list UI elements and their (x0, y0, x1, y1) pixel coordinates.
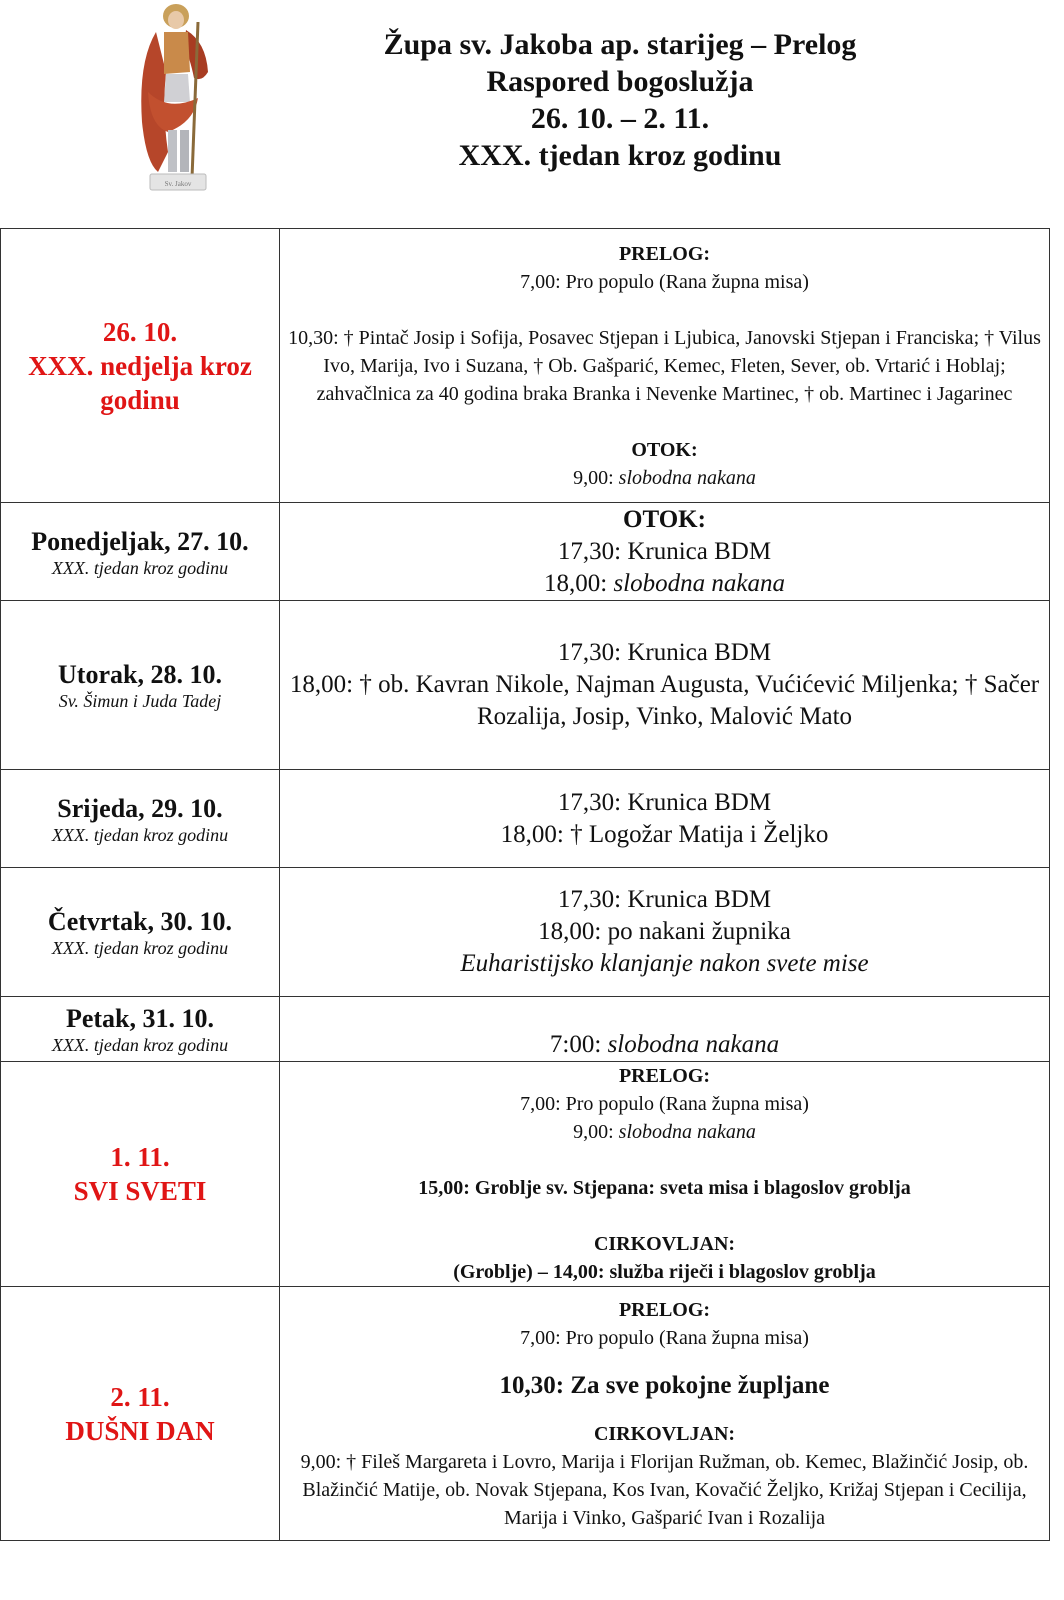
service-line (280, 1118, 1049, 1146)
table-row (1, 770, 1050, 868)
table-row (1, 601, 1050, 770)
day-date: 1. 11. (110, 1142, 170, 1172)
day-name: Ponedjeljak, 27. 10. (31, 526, 249, 556)
service-line: 7,00: Pro populo (Rana župna misa) (520, 1093, 809, 1115)
service-cell (280, 229, 1050, 503)
parish-title: Župa sv. Jakoba ap. starijeg – Prelog (383, 28, 857, 61)
day-name: Četvrtak, 30. 10. (47, 907, 233, 936)
service-line: 10,30: † Pintač Josip i Sofija, Posavec Stjepan i Ljubica, Janovski Stjepan i Franciska; † Vilus Ivo, Marija, Ivo i Suzana, † Ob. Gašparić, Kemec, Fleten, Sever, ob. Vrtarić i Hoblaj; zahvačlnica za 40 godina braka Branka i Nevenke Martinec, † ob. Martinec i Jagarinec (288, 326, 1041, 405)
location-heading: PRELOG: (618, 1298, 711, 1321)
service-line (280, 1029, 1049, 1061)
table-row (1, 1287, 1050, 1541)
service-time: 9,00: (573, 466, 614, 489)
service-cell (280, 997, 1050, 1062)
schedule-table (0, 228, 1050, 1541)
day-subtitle: Sv. Šimun i Juda Tadej (58, 691, 222, 711)
service-cell (280, 503, 1050, 601)
day-cell (1, 868, 280, 997)
service-line: 7,00: Pro populo (Rana župna misa) (520, 1326, 809, 1349)
location-heading: CIRKOVLJAN: (593, 1422, 736, 1445)
service-time: 7:00: (549, 1031, 602, 1058)
location-heading: CIRKOVLJAN: (593, 1233, 736, 1255)
service-intent: slobodna nakana (613, 569, 785, 597)
day-date: 26. 10. (102, 316, 178, 347)
service-line: 18,00: † ob. Kavran Nikole, Najman Augusta, Vućićević Miljenka; † Sačer Rozalija, Josip, Vinko, Malović Mato (289, 671, 1040, 730)
schedule-title: Raspored bogoslužja (486, 65, 754, 98)
service-line: 17,30: Krunica BDM (557, 537, 772, 565)
service-cell (280, 1287, 1050, 1541)
service-line: 10,30: Za sve pokojne župljane (499, 1371, 830, 1399)
table-row (1, 997, 1050, 1062)
day-subtitle: XXX. tjedan kroz godinu (51, 1035, 229, 1055)
service-cell (280, 601, 1050, 770)
week-title: XXX. tjedan kroz godinu (458, 139, 782, 172)
day-subtitle: XXX. tjedan kroz godinu (51, 824, 229, 845)
day-cell (1, 229, 280, 503)
service-line: 17,30: Krunica BDM (557, 886, 772, 913)
service-line: 7,00: Pro populo (Rana župna misa) (520, 270, 809, 293)
day-cell (1, 503, 280, 601)
service-cell (280, 1062, 1050, 1287)
location-heading: PRELOG: (618, 242, 711, 265)
location-heading: OTOK: (623, 505, 706, 533)
day-subtitle: XXX. tjedan kroz godinu (51, 557, 229, 578)
day-title: SVI SVETI (73, 1176, 207, 1206)
service-line (280, 464, 1049, 492)
day-name: Utorak, 28. 10. (58, 660, 222, 689)
statue-plaque-text: Sv. Jakov (164, 180, 192, 188)
service-line: 18,00: po nakani župnika (538, 918, 791, 945)
service-line: 17,30: Krunica BDM (557, 639, 772, 666)
service-line: Euharistijsko klanjanje nakon svete mise (460, 950, 869, 977)
day-cell (1, 601, 280, 770)
day-date: 2. 11. (110, 1381, 170, 1412)
service-line: 18,00: † Logožar Matija i Željko (500, 820, 829, 848)
service-time: 9,00: (573, 1121, 614, 1143)
day-name: Srijeda, 29. 10. (57, 793, 223, 823)
location-heading: OTOK: (631, 438, 698, 461)
day-title: DUŠNI DAN (65, 1415, 215, 1446)
date-range: 26. 10. – 2. 11. (530, 102, 710, 135)
saint-james-statue-image (128, 2, 218, 198)
table-row (1, 229, 1050, 503)
service-intent: slobodna nakana (618, 1121, 756, 1143)
service-line: 9,00: † Fileš Margareta i Lovro, Marija i Florijan Ružman, ob. Kemec, Blažinčić Josip, ob. Blažinčić Matije, ob. Novak Stjepana, Kos Ivan, Kovačić Željko, Križaj Stjepan i Cecilija, Marija i Vinko, Gašparić Ivan i Rozalija (300, 1450, 1029, 1529)
service-line: (Groblje) – 14,00: služba riječi i blagoslov groblja (453, 1261, 876, 1283)
day-cell (1, 770, 280, 868)
service-line (280, 568, 1049, 600)
page-header (300, 26, 940, 174)
table-row (1, 503, 1050, 601)
day-cell (1, 997, 280, 1062)
day-cell (1, 1062, 280, 1287)
day-name: Petak, 31. 10. (65, 1004, 215, 1033)
table-row (1, 868, 1050, 997)
service-cell (280, 868, 1050, 997)
service-cell (280, 770, 1050, 868)
service-time: 18,00: (544, 569, 608, 597)
table-row (1, 1062, 1050, 1287)
service-intent: slobodna nakana (618, 466, 756, 489)
day-title: XXX. nedjelja kroz godinu (28, 350, 252, 415)
location-heading: PRELOG: (618, 1065, 711, 1087)
day-cell (1, 1287, 280, 1541)
service-intent: slobodna nakana (607, 1031, 780, 1058)
day-subtitle: XXX. tjedan kroz godinu (51, 938, 229, 958)
service-line: 17,30: Krunica BDM (557, 788, 772, 816)
service-line: 15,00: Groblje sv. Stjepana: sveta misa i blagoslov groblja (418, 1177, 911, 1199)
